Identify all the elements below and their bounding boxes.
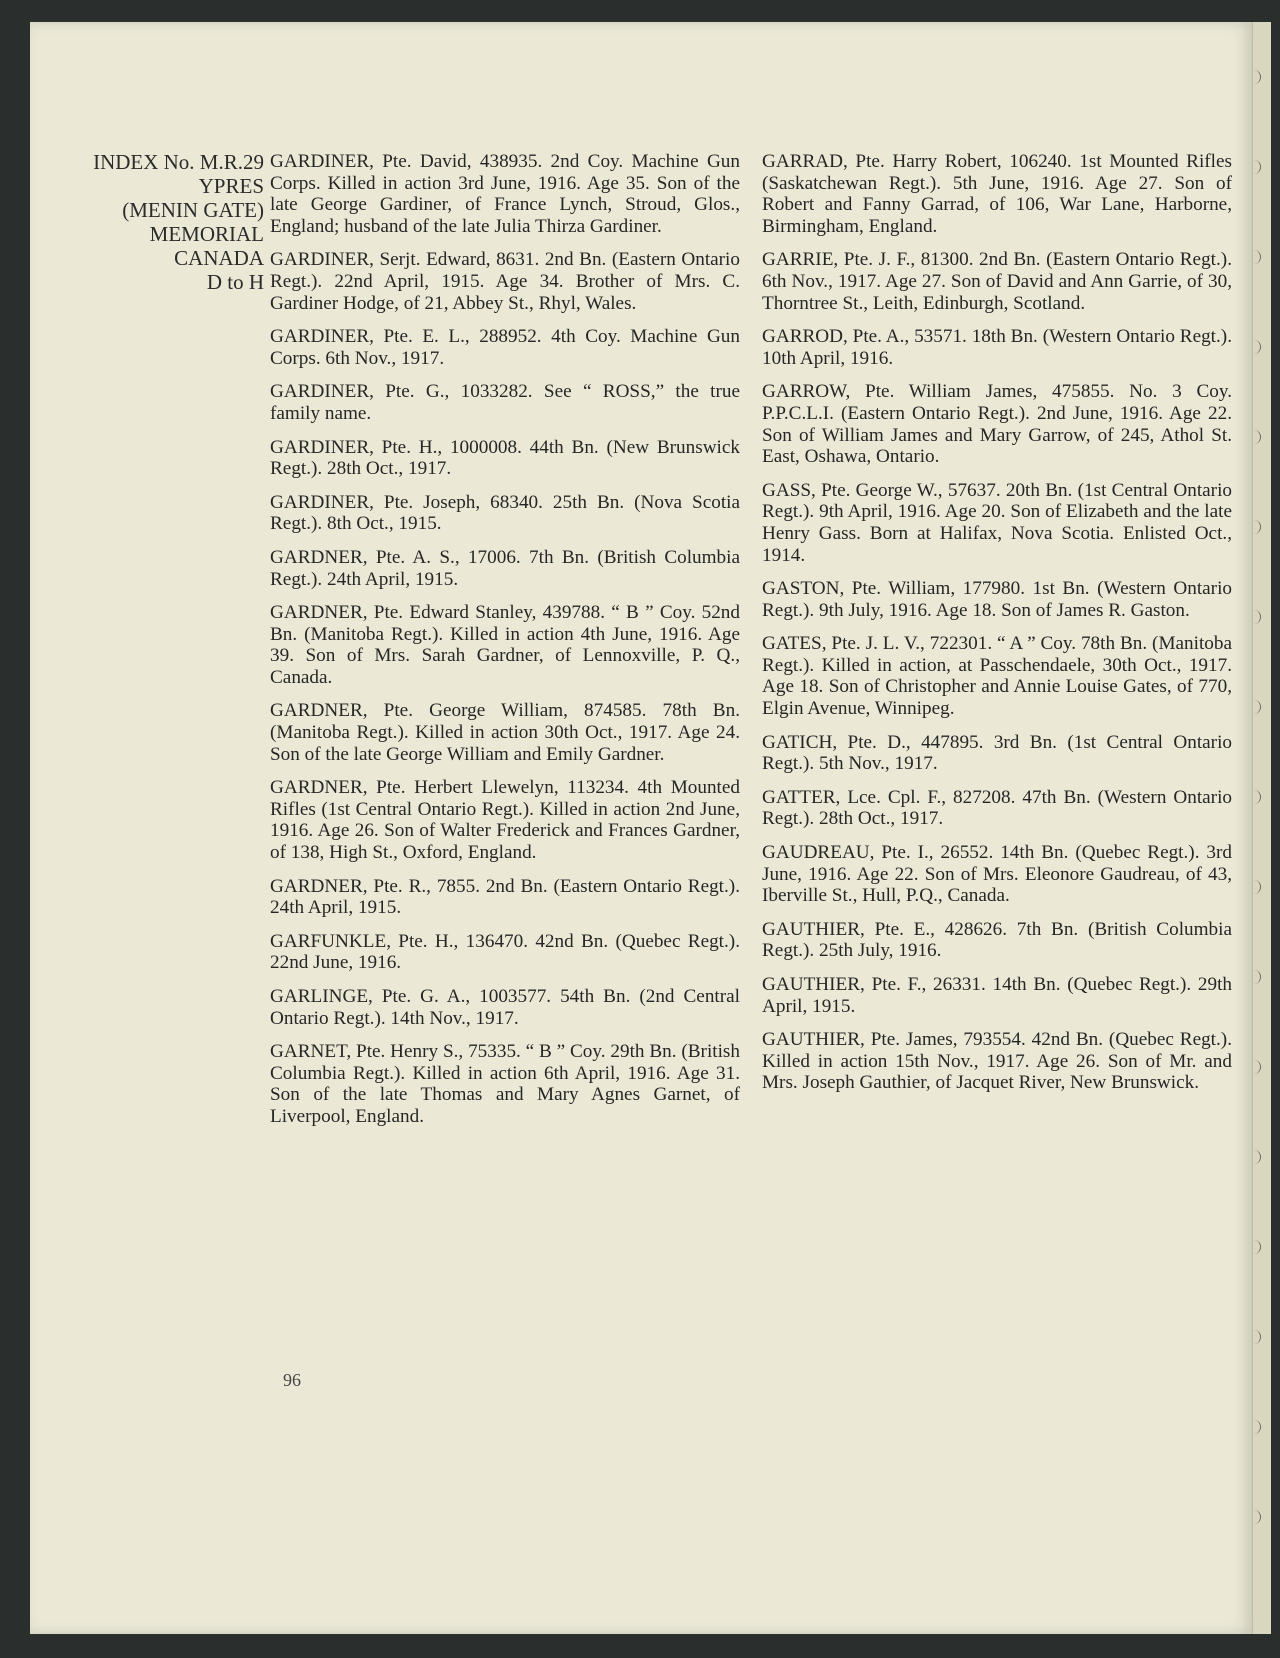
casualty-entry: GATICH, Pte. D., 447895. 3rd Bn. (1st Central Ontario Regt.). 5th Nov., 1917. (762, 731, 1232, 775)
left-column (270, 151, 740, 1140)
casualty-entry: GARDINER, Pte. Joseph, 68340. 25th Bn. (Nova Scotia Regt.). 8th Oct., 1915. (270, 491, 740, 535)
casualty-entry: GARRAD, Pte. Harry Robert, 106240. 1st Mounted Rifles (Saskatchewan Regt.). 5th June, 1916. Age 27. Son of Robert and Fanny Garrad, of 106, War Lane, Harborne, Birmingham, England. (762, 151, 1232, 237)
memorial-label: MEMORIAL (149, 222, 264, 246)
casualty-entry: GARDNER, Pte. A. S., 17006. 7th Bn. (British Columbia Regt.). 24th April, 1915. (270, 546, 740, 590)
country-label: CANADA (174, 246, 264, 270)
page-number: 96 (283, 1370, 301, 1390)
casualty-entry: GAUTHIER, Pte. James, 793554. 42nd Bn. (Quebec Regt.). Killed in action 15th Nov., 1917. Age 26. Son of Mr. and Mrs. Joseph Gauthier, of Jacquet River, New Brunswick. (762, 1029, 1232, 1094)
casualty-entry: GARDNER, Pte. George William, 874585. 78th Bn. (Manitoba Regt.). Killed in action 30th Oct., 1917. Age 24. Son of the late George William and Emily Gardner. (270, 700, 740, 765)
casualty-entry: GATTER, Lce. Cpl. F., 827208. 47th Bn. (Western Ontario Regt.). 28th Oct., 1917. (762, 786, 1232, 830)
casualty-entry: GARDINER, Pte. G., 1033282. See “ ROSS,” the true family name. (270, 381, 740, 424)
casualty-entry: GASTON, Pte. William, 177980. 1st Bn. (Western Ontario Regt.). 9th July, 1916. Age 18. Son of James R. Gaston. (762, 578, 1232, 621)
right-column (762, 151, 1232, 1106)
casualty-entry: GARROD, Pte. A., 53571. 18th Bn. (Western Ontario Regt.). 10th April, 1916. (762, 326, 1232, 369)
casualty-entry: GARLINGE, Pte. G. A., 1003577. 54th Bn. (2nd Central Ontario Regt.). 14th Nov., 1917. (270, 986, 740, 1029)
casualty-entry: GARDINER, Pte. H., 1000008. 44th Bn. (New Brunswick Regt.). 28th Oct., 1917. (270, 436, 740, 480)
casualty-entry: GARNET, Pte. Henry S., 75335. “ B ” Coy. 29th Bn. (British Columbia Regt.). Killed in action 6th April, 1916. Age 31. Son of the late Thomas and Mary Agnes Garnet, of Liverpool, England. (270, 1041, 740, 1127)
casualty-entry: GARRIE, Pte. J. F., 81300. 2nd Bn. (Eastern Ontario Regt.). 6th Nov., 1917. Age 27. Son of David and Ann Garrie, of 30, Thorntree St., Leith, Edinburgh, Scotland. (762, 249, 1232, 314)
page-edge-marks (1254, 60, 1266, 1560)
casualty-entry: GAUDREAU, Pte. I., 26552. 14th Bn. (Quebec Regt.). 3rd June, 1916. Age 22. Son of Mrs. Eleonore Gaudreau, of 43, Iberville St., Hull, P.Q., Canada. (762, 842, 1232, 907)
index-number: INDEX No. M.R.29 (93, 150, 264, 174)
casualty-entry: GARROW, Pte. William James, 475855. No. 3 Coy. P.P.C.L.I. (Eastern Ontario Regt.). 2nd June, 1916. Age 22. Son of William James and Mary Garrow, of 245, Athol St. East, Oshawa, Ontario. (762, 381, 1232, 468)
casualty-entry: GAUTHIER, Pte. E., 428626. 7th Bn. (British Columbia Regt.). 25th July, 1916. (762, 918, 1232, 962)
casualty-entry: GAUTHIER, Pte. F., 26331. 14th Bn. (Quebec Regt.). 29th April, 1915. (762, 974, 1232, 1017)
casualty-entry: GARDNER, Pte. Herbert Llewelyn, 113234. 4th Mounted Rifles (1st Central Ontario Regt.). Killed in action 2nd June, 1916. Age 26. Son of Walter Frederick and Frances Gardner, of 138, High St., Oxford, England. (270, 777, 740, 864)
casualty-entry: GARDNER, Pte. R., 7855. 2nd Bn. (Eastern Ontario Regt.). 24th April, 1915. (270, 875, 740, 919)
memorial-place: YPRES (198, 174, 264, 198)
casualty-entry: GARFUNKLE, Pte. H., 136470. 42nd Bn. (Quebec Regt.). 22nd June, 1916. (270, 930, 740, 974)
index-sidebar (60, 150, 264, 294)
memorial-gate: (MENIN GATE) (122, 198, 264, 222)
casualty-entry: GATES, Pte. J. L. V., 722301. “ A ” Coy. 78th Bn. (Manitoba Regt.). Killed in action, at Passchendaele, 30th Oct., 1917. Age 18. Son of Christopher and Annie Louise Gates, of 770, Elgin Avenue, Winnipeg. (762, 633, 1232, 720)
letter-range: D to H (206, 270, 264, 294)
casualty-entry: GARDINER, Serjt. Edward, 8631. 2nd Bn. (Eastern Ontario Regt.). 22nd April, 1915. Age 34. Brother of Mrs. C. Gardiner Hodge, of 21, Abbey St., Rhyl, Wales. (270, 249, 740, 314)
casualty-entry: GARDNER, Pte. Edward Stanley, 439788. “ B ” Coy. 52nd Bn. (Manitoba Regt.). Killed in action 4th June, 1916. Age 39. Son of Mrs. Sarah Gardner, of Lennoxville, P. Q., Canada. (270, 602, 740, 688)
casualty-entry: GASS, Pte. George W., 57637. 20th Bn. (1st Central Ontario Regt.). 9th April, 1916. Age 20. Son of Elizabeth and the late Henry Gass. Born at Halifax, Nova Scotia. Enlisted Oct., 1914. (762, 479, 1232, 566)
casualty-entry: GARDINER, Pte. E. L., 288952. 4th Coy. Machine Gun Corps. 6th Nov., 1917. (270, 326, 740, 369)
casualty-entry: GARDINER, Pte. David, 438935. 2nd Coy. Machine Gun Corps. Killed in action 3rd June, 1916. Age 35. Son of the late George Gardiner, of France Lynch, Stroud, Glos., England; husband of the late Julia Thirza Gardiner. (270, 151, 740, 237)
